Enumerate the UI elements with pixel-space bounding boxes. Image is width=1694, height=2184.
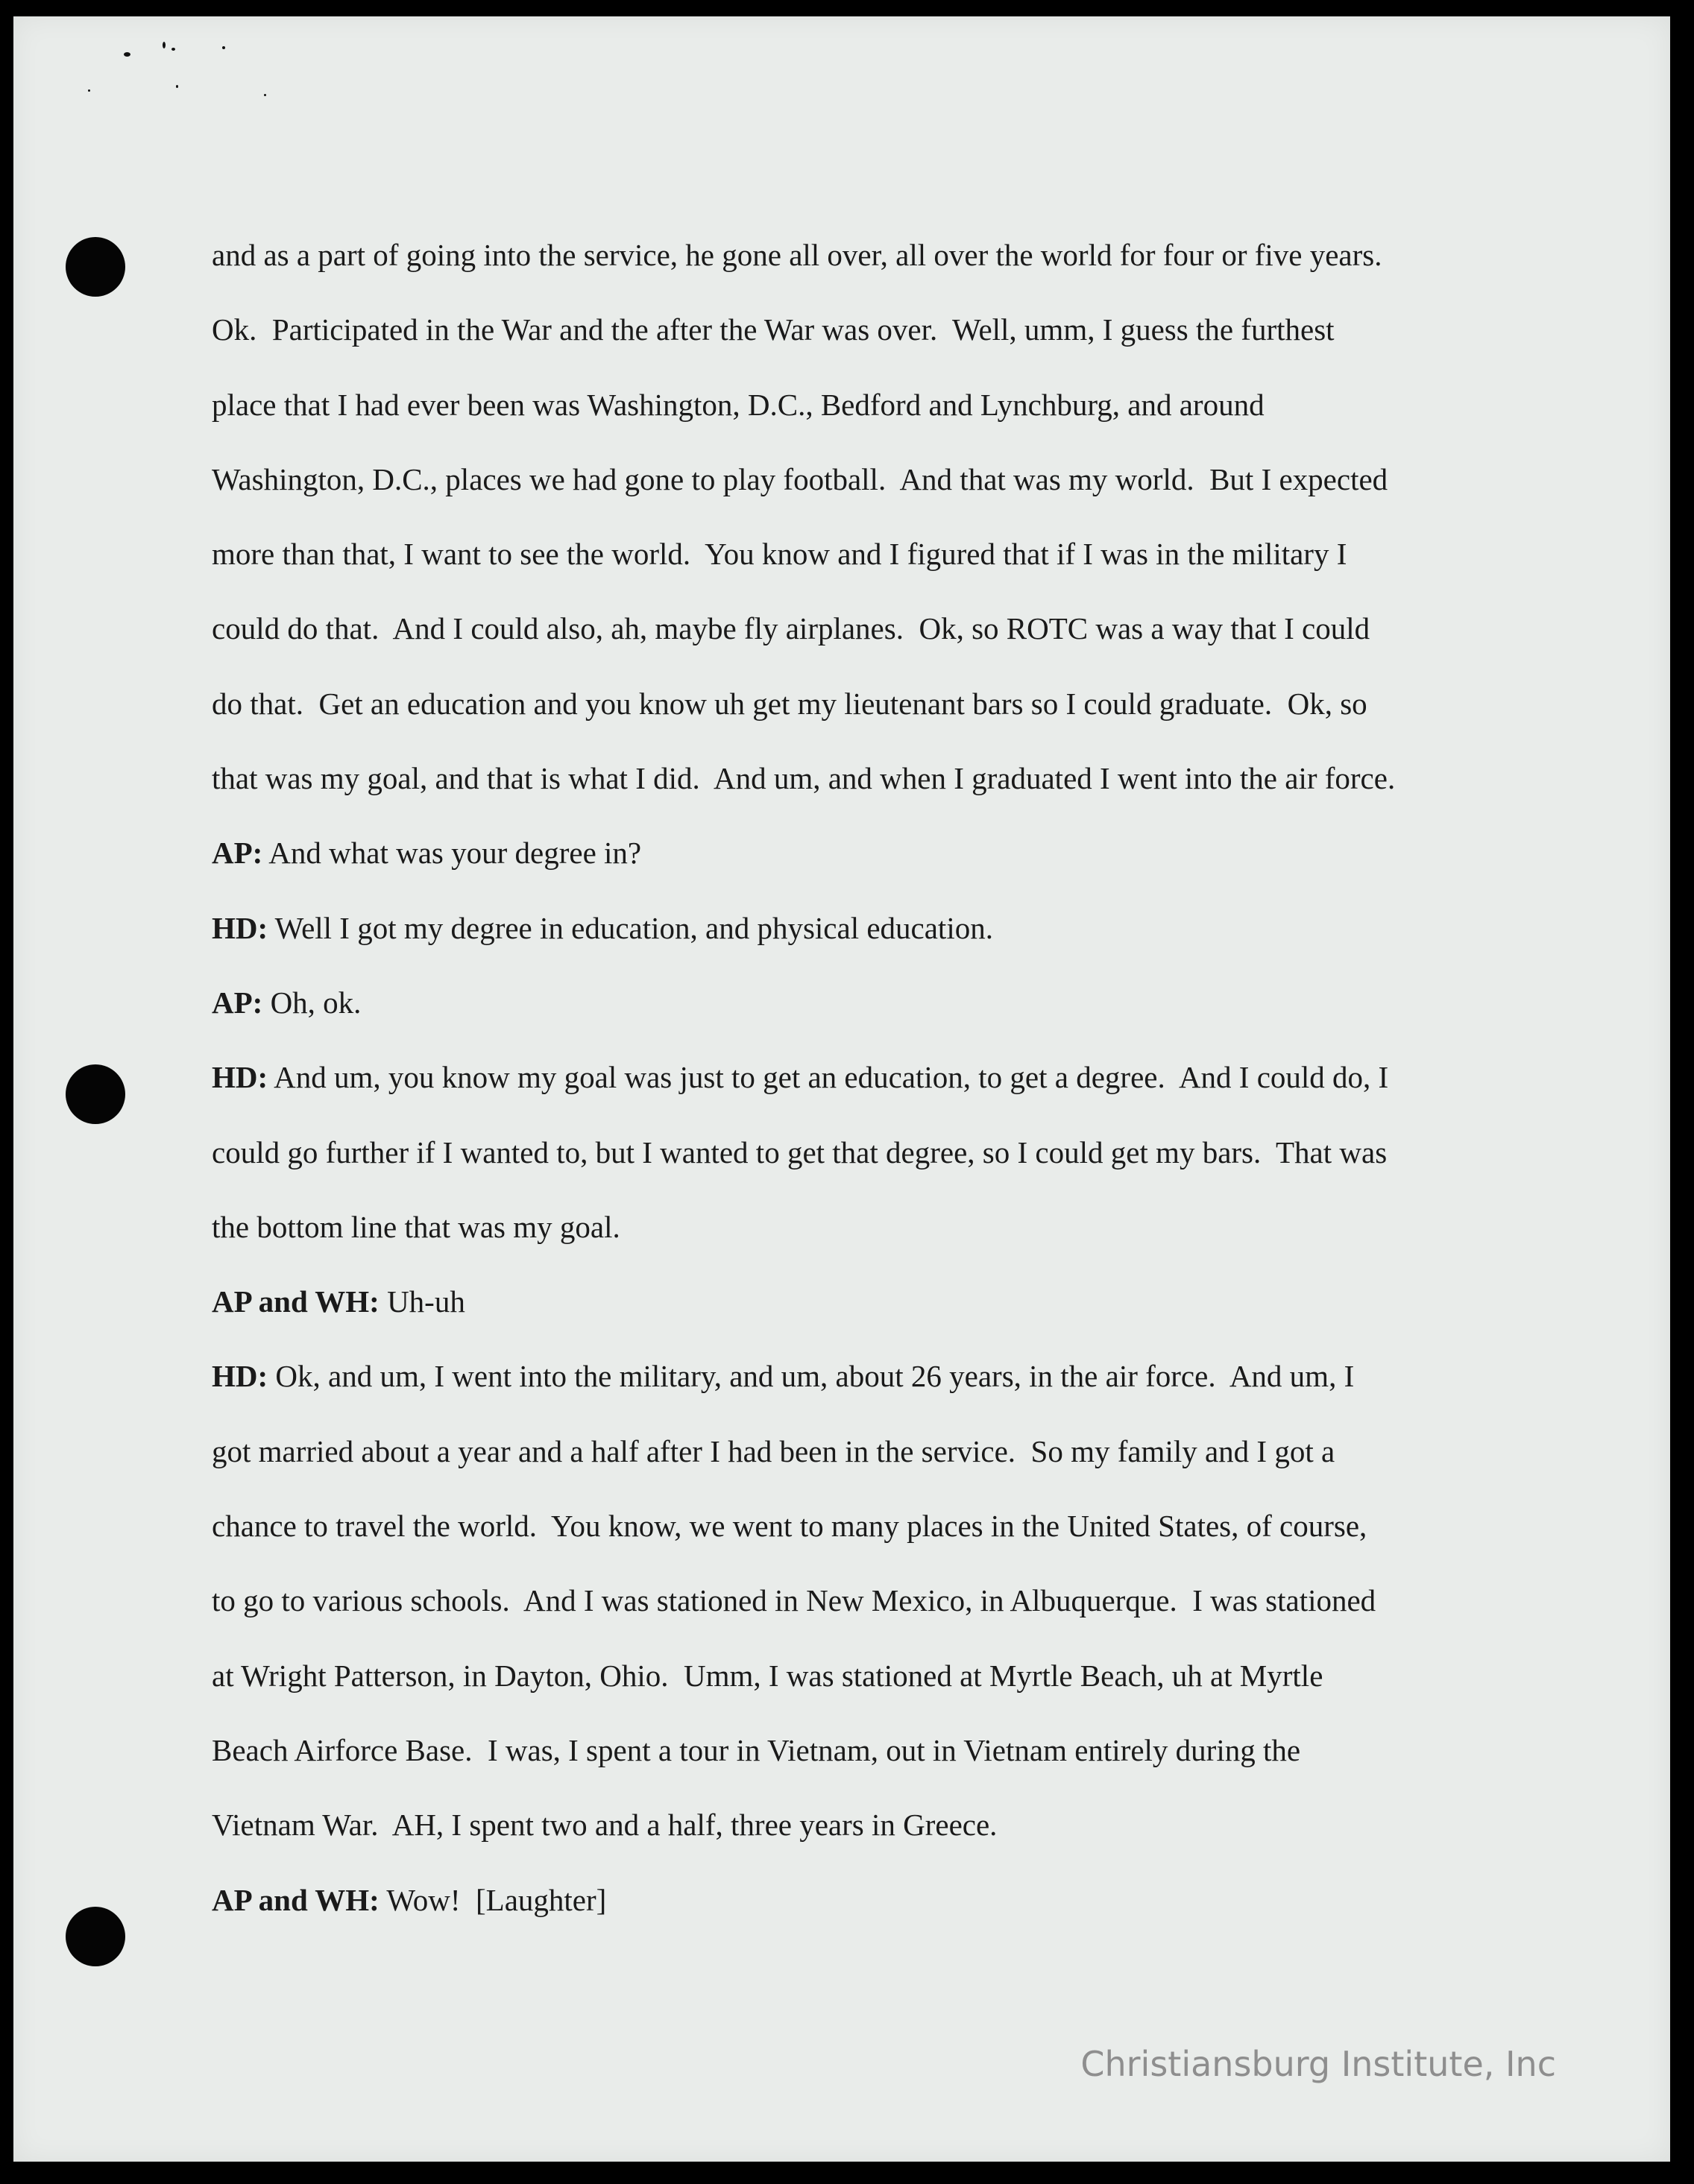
- transcript-line: [212, 218, 1509, 292]
- speaker-label: HD:: [212, 910, 268, 945]
- transcript-line: [212, 1563, 1509, 1638]
- transcript-line: [212, 1264, 1509, 1339]
- transcript-line: [212, 367, 1509, 442]
- line-text: Washington, D.C., places we had gone to play football. And that was my world. But I expected: [212, 461, 1388, 496]
- transcript-line: [212, 1787, 1509, 1862]
- transcript-line: [212, 442, 1509, 517]
- transcript-line: [212, 1713, 1509, 1787]
- transcript-line: [212, 1115, 1509, 1190]
- line-text: chance to travel the world. You know, we went to many places in the United States, of course,: [212, 1509, 1367, 1544]
- ink-speck: [264, 94, 266, 96]
- speaker-label: AP and WH:: [212, 1882, 380, 1917]
- line-text: more than that, I want to see the world. You know and I figured that if I was in the military I: [212, 537, 1347, 572]
- line-text: Uh-uh: [379, 1284, 465, 1319]
- speaker-label: AP:: [212, 985, 263, 1020]
- line-text: do that. Get an education and you know uh get my lieutenant bars so I could graduate. Ok, so: [212, 686, 1367, 721]
- line-text: Ok. Participated in the War and the after the War was over. Well, umm, I guess the furthest: [212, 312, 1335, 347]
- speaker-label: AP:: [212, 836, 263, 871]
- transcript-line: [212, 1863, 1509, 1937]
- speaker-label: AP and WH:: [212, 1284, 380, 1319]
- line-text: Vietnam War. AH, I spent two and a half, three years in Greece.: [212, 1808, 998, 1843]
- line-text: And um, you know my goal was just to get an education, to get a degree. And I could do, I: [268, 1060, 1389, 1095]
- transcript-body: [212, 218, 1509, 1937]
- line-text: could do that. And I could also, ah, maybe fly airplanes. Ok, so ROTC was a way that I could: [212, 611, 1370, 646]
- ink-speck: [124, 52, 130, 57]
- line-text: Well I got my degree in education, and physical education.: [268, 910, 993, 945]
- line-text: Beach Airforce Base. I was, I spent a tour in Vietnam, out in Vietnam entirely during the: [212, 1732, 1301, 1767]
- transcript-line: [212, 815, 1509, 890]
- line-text: and as a part of going into the service, he gone all over, all over the world for four or five years.: [212, 238, 1382, 272]
- transcript-line: [212, 1414, 1509, 1489]
- speaker-label: HD:: [212, 1060, 268, 1095]
- watermark: Christiansburg Institute, Inc: [1080, 2044, 1556, 2084]
- line-text: Ok, and um, I went into the military, and um, about 26 years, in the air force. And um, I: [268, 1359, 1355, 1394]
- punch-hole-top: [66, 237, 125, 297]
- line-text: Oh, ok.: [262, 985, 362, 1020]
- transcript-line: [212, 741, 1509, 815]
- punch-hole-middle: [66, 1064, 125, 1124]
- line-text: place that I had ever been was Washington, D.C., Bedford and Lynchburg, and around: [212, 387, 1265, 422]
- ink-speck: [88, 89, 90, 92]
- ink-speck: [163, 42, 166, 48]
- line-text: could go further if I wanted to, but I wanted to get that degree, so I could get my bars. That was: [212, 1134, 1388, 1170]
- document-page: [13, 16, 1670, 2162]
- line-text: got married about a year and a half after I had been in the service. So my family and I got a: [212, 1433, 1335, 1468]
- ink-speck: [171, 48, 175, 51]
- line-text: And what was your degree in?: [262, 836, 642, 871]
- ink-speck: [222, 46, 225, 49]
- transcript-line: [212, 1638, 1509, 1713]
- transcript-line: [212, 591, 1509, 666]
- line-text: that was my goal, and that is what I did. And um, and when I graduated I went into the air force.: [212, 761, 1396, 796]
- line-text: Wow! [Laughter]: [379, 1882, 607, 1917]
- transcript-line: [212, 891, 1509, 965]
- transcript-line: [212, 517, 1509, 591]
- speaker-label: HD:: [212, 1359, 268, 1394]
- transcript-line: [212, 1040, 1509, 1114]
- line-text: at Wright Patterson, in Dayton, Ohio. Umm, I was stationed at Myrtle Beach, uh at Myrtle: [212, 1658, 1323, 1693]
- line-text: to go to various schools. And I was stationed in New Mexico, in Albuquerque. I was stationed: [212, 1583, 1376, 1618]
- transcript-line: [212, 965, 1509, 1040]
- line-text: the bottom line that was my goal.: [212, 1209, 620, 1244]
- transcript-line: [212, 1489, 1509, 1563]
- transcript-line: [212, 1190, 1509, 1264]
- punch-hole-bottom: [66, 1907, 125, 1966]
- transcript-line: [212, 666, 1509, 741]
- transcript-line: [212, 292, 1509, 367]
- transcript-line: [212, 1339, 1509, 1413]
- ink-speck: [176, 85, 178, 88]
